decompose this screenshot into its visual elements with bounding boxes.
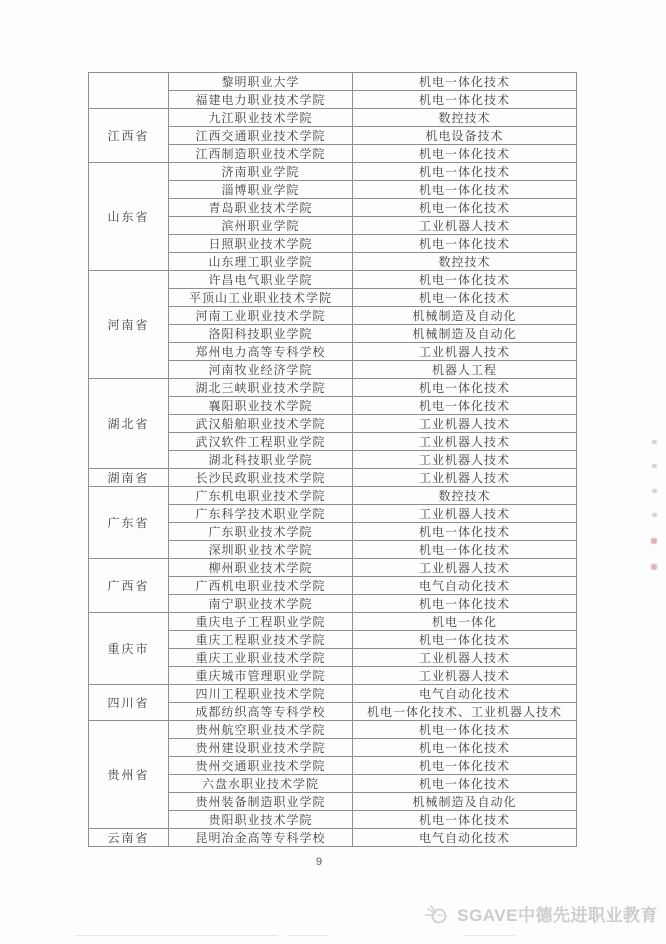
footer-brand [425,901,658,926]
major-cell: 机电一体化技术 [353,289,577,307]
province-cell: 江西省 [89,109,169,163]
school-cell: 日照职业技术学院 [169,235,353,253]
footer-brand-text: SGAVE中德先进职业教育 [457,906,658,925]
table-row [89,379,577,397]
brand-logo-icon [425,903,451,925]
bottom-rule-segment [463,935,515,936]
table-row [89,469,577,487]
major-cell: 机器人工程 [353,361,577,379]
school-cell: 郑州电力高等专科学校 [169,343,353,361]
school-cell: 重庆工程职业技术学院 [169,631,353,649]
school-cell: 江西制造职业技术学院 [169,145,353,163]
school-cell: 襄阳职业技术学院 [169,397,353,415]
province-cell: 河南省 [89,271,169,379]
major-cell: 机电一体化技术 [353,271,577,289]
major-cell: 机械制造及自动化 [353,325,577,343]
table-row [89,271,577,289]
school-cell: 广东机电职业技术学院 [169,487,353,505]
college-program-table [88,72,577,847]
table-row [89,487,577,505]
province-cell: 广东省 [89,487,169,559]
school-cell: 成都纺织高等专科学校 [169,703,353,721]
school-cell: 广西机电职业技术学院 [169,577,353,595]
table-row [89,829,577,847]
table-row [89,73,577,91]
major-cell: 机电一体化技术 [353,397,577,415]
bottom-rule-segment [75,935,278,936]
school-cell: 深圳职业技术学院 [169,541,353,559]
major-cell: 机电一体化技术 [353,73,577,91]
table-row [89,163,577,181]
school-cell: 江西交通职业技术学院 [169,127,353,145]
major-cell: 工业机器人技术 [353,343,577,361]
major-cell: 机械制造及自动化 [353,793,577,811]
major-cell: 工业机器人技术 [353,667,577,685]
school-cell: 九江职业技术学院 [169,109,353,127]
school-cell: 重庆工业职业技术学院 [169,649,353,667]
page-number: 9 [316,856,323,868]
major-cell: 机电一体化技术 [353,523,577,541]
school-cell: 淄博职业学院 [169,181,353,199]
scan-bleed-artifact [648,440,660,570]
major-cell: 机电一体化技术 [353,91,577,109]
school-cell: 青岛职业技术学院 [169,199,353,217]
major-cell: 工业机器人技术 [353,415,577,433]
major-cell: 工业机器人技术 [353,559,577,577]
school-cell: 长沙民政职业技术学院 [169,469,353,487]
school-cell: 湖北科技职业学院 [169,451,353,469]
table-row [89,613,577,631]
major-cell: 机电一体化技术 [353,721,577,739]
school-cell: 济南职业学院 [169,163,353,181]
major-cell: 机电一体化技术 [353,235,577,253]
school-cell: 贵州航空职业技术学院 [169,721,353,739]
school-cell: 柳州职业技术学院 [169,559,353,577]
major-cell: 数控技术 [353,487,577,505]
school-cell: 昆明冶金高等专科学校 [169,829,353,847]
major-cell: 机电一体化技术 [353,181,577,199]
school-cell: 贵州交通职业技术学院 [169,757,353,775]
major-cell: 机电一体化技术 [353,757,577,775]
province-cell: 广西省 [89,559,169,613]
major-cell: 机电设备技术 [353,127,577,145]
province-cell [89,73,169,109]
province-cell: 贵州省 [89,721,169,829]
school-cell: 南宁职业技术学院 [169,595,353,613]
table-row [89,721,577,739]
province-cell: 山东省 [89,163,169,271]
table-row [89,559,577,577]
province-cell: 湖南省 [89,469,169,487]
bottom-rule-segment [288,935,328,936]
school-cell: 平顶山工业职业技术学院 [169,289,353,307]
major-cell: 机电一体化技术 [353,199,577,217]
school-cell: 滨州职业学院 [169,217,353,235]
school-cell: 重庆电子工程职业学院 [169,613,353,631]
major-cell: 机电一体化技术 [353,379,577,397]
major-cell: 机电一体化技术 [353,631,577,649]
school-cell: 武汉船舶职业技术学院 [169,415,353,433]
major-cell: 工业机器人技术 [353,505,577,523]
major-cell: 机电一体化技术 [353,775,577,793]
major-cell: 数控技术 [353,253,577,271]
major-cell: 电气自动化技术 [353,829,577,847]
table-row [89,109,577,127]
major-cell: 机电一体化技术 [353,739,577,757]
college-table-body [89,73,577,847]
school-cell: 黎明职业大学 [169,73,353,91]
province-cell: 四川省 [89,685,169,721]
province-cell: 重庆市 [89,613,169,685]
school-cell: 武汉软件工程职业学院 [169,433,353,451]
major-cell: 工业机器人技术 [353,469,577,487]
major-cell: 工业机器人技术 [353,451,577,469]
table-row [89,685,577,703]
school-cell: 许昌电气职业学院 [169,271,353,289]
major-cell: 工业机器人技术 [353,217,577,235]
major-cell: 工业机器人技术 [353,433,577,451]
school-cell: 湖北三峡职业技术学院 [169,379,353,397]
major-cell: 机电一体化 [353,613,577,631]
school-cell: 广东职业技术学院 [169,523,353,541]
school-cell: 洛阳科技职业学院 [169,325,353,343]
major-cell: 电气自动化技术 [353,577,577,595]
school-cell: 河南牧业经济学院 [169,361,353,379]
major-cell: 机电一体化技术 [353,541,577,559]
school-cell: 广东科学技术职业学院 [169,505,353,523]
school-cell: 六盘水职业技术学院 [169,775,353,793]
major-cell: 机电一体化技术 [353,163,577,181]
major-cell: 机电一体化技术、工业机器人技术 [353,703,577,721]
school-cell: 河南工业职业技术学院 [169,307,353,325]
major-cell: 机械制造及自动化 [353,307,577,325]
school-cell: 贵州装备制造职业学院 [169,793,353,811]
school-cell: 重庆城市管理职业学院 [169,667,353,685]
major-cell: 机电一体化技术 [353,811,577,829]
province-cell: 云南省 [89,829,169,847]
province-cell: 湖北省 [89,379,169,469]
major-cell: 机电一体化技术 [353,145,577,163]
school-cell: 山东理工职业学院 [169,253,353,271]
major-cell: 机电一体化技术 [353,595,577,613]
school-cell: 贵州建设职业技术学院 [169,739,353,757]
school-cell: 四川工程职业技术学院 [169,685,353,703]
school-cell: 福建电力职业技术学院 [169,91,353,109]
major-cell: 工业机器人技术 [353,649,577,667]
school-cell: 贵阳职业技术学院 [169,811,353,829]
major-cell: 数控技术 [353,109,577,127]
major-cell: 电气自动化技术 [353,685,577,703]
